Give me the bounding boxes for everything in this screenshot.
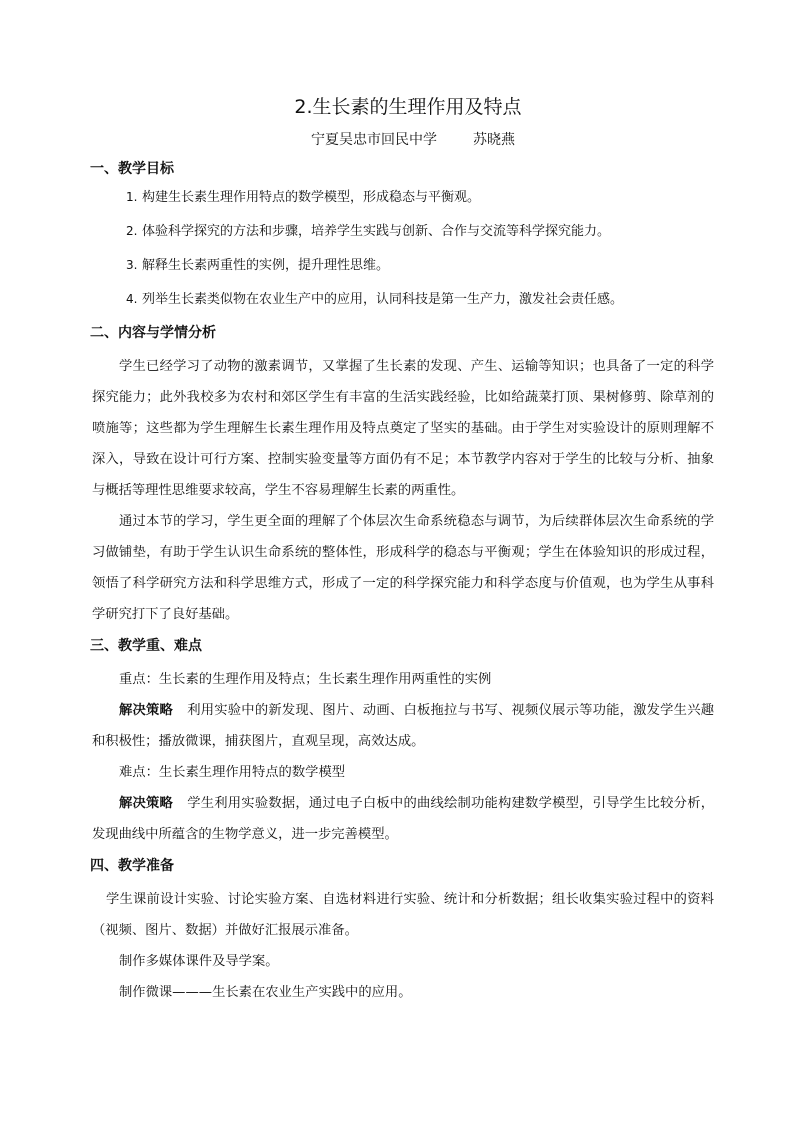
strategy-label: 解决策略: [119, 703, 174, 718]
list-number: 1.: [126, 190, 138, 204]
document-title: 2.生长素的生理作用及特点: [294, 96, 522, 118]
list-number: 4.: [126, 292, 138, 306]
strategy-paragraph-2: [92, 788, 714, 850]
author-line: [92, 130, 714, 150]
section-heading-key-points: 三、教学重、难点: [90, 638, 202, 654]
section-heading-preparation: 四、教学准备: [90, 858, 174, 874]
difficulty-point: 难点：生长素生理作用特点的数学模型: [119, 765, 346, 780]
list-item: [126, 187, 714, 208]
list-item: [126, 289, 714, 310]
list-item-text: 列举生长素类似物在农业生产中的应用，认同科技是第一生产力，激发社会责任感。: [142, 292, 624, 307]
author-name: 苏晓燕: [473, 132, 515, 148]
section-heading-analysis: 二、内容与学情分析: [90, 325, 216, 341]
school-name: 宁夏吴忠市回民中学: [311, 132, 437, 148]
objectives-list: [92, 187, 714, 310]
list-item-text: 解释生长素两重性的实例，提升理性思维。: [142, 258, 390, 273]
strategy-paragraph-1: [92, 695, 714, 757]
list-number: 2.: [126, 224, 138, 238]
list-item: [126, 255, 714, 276]
list-item-text: 体验科学探究的方法和步骤，培养学生实践与创新、合作与交流等科学探究能力。: [142, 224, 611, 239]
list-number: 3.: [126, 258, 138, 272]
strategy-text: 学生利用实验数据，通过电子白板中的曲线绘制功能构建数学模型，引导学生比较分析，发现曲线中所蕴含的生物学意义，进一步完善模型。: [92, 796, 714, 842]
strategy-text: 利用实验中的新发现、图片、动画、白板拖拉与书写、视频仪展示等功能，激发学生兴趣和积极性；播放微课，捕获图片，直观呈现，高效达成。: [92, 703, 714, 749]
strategy-label: 解决策略: [119, 796, 174, 811]
preparation-paragraph-3: 制作微课———生长素在农业生产实践中的应用。: [119, 985, 412, 1000]
analysis-paragraph-1: 学生已经学习了动物的激素调节，又掌握了生长素的发现、产生、运输等知识；也具备了一定的科学探究能力；此外我校多为农村和郊区学生有丰富的生活实践经验，比如给蔬菜打顶、果树修剪、除草剂的喷施等；这些都为学生理解生长素生理作用及特点奠定了坚实的基础。由于学生对实验设计的原则理解不深入，导致在设计可行方案、控制实验变量等方面仍有不足；本节教学内容对于学生的比较与分析、抽象与概括等理性思维要求较高，学生不容易理解生长素的两重性。: [92, 359, 714, 498]
key-point: 重点：生长素的生理作用及特点；生长素生理作用两重性的实例: [119, 672, 492, 687]
preparation-paragraph-1: 学生课前设计实验、讨论实验方案、自选材料进行实验、统计和分析数据；组长收集实验过程中的资料（视频、图片、数据）并做好汇报展示准备。: [92, 892, 714, 938]
preparation-paragraph-2: 制作多媒体课件及导学案。: [119, 954, 279, 969]
list-item: [126, 221, 714, 242]
analysis-paragraph-2: 通过本节的学习，学生更全面的理解了个体层次生命系统稳态与调节，为后续群体层次生命系统的学习做铺垫，有助于学生认识生命系统的整体性，形成科学的稳态与平衡观；学生在体验知识的形成过程，领悟了科学研究方法和科学思维方式，形成了一定的科学探究能力和科学态度与价值观，也为学生从事科学研究打下了良好基础。: [92, 514, 714, 622]
list-item-text: 构建生长素生理作用特点的数学模型，形成稳态与平衡观。: [142, 190, 481, 205]
section-heading-objectives: 一、教学目标: [90, 161, 174, 177]
